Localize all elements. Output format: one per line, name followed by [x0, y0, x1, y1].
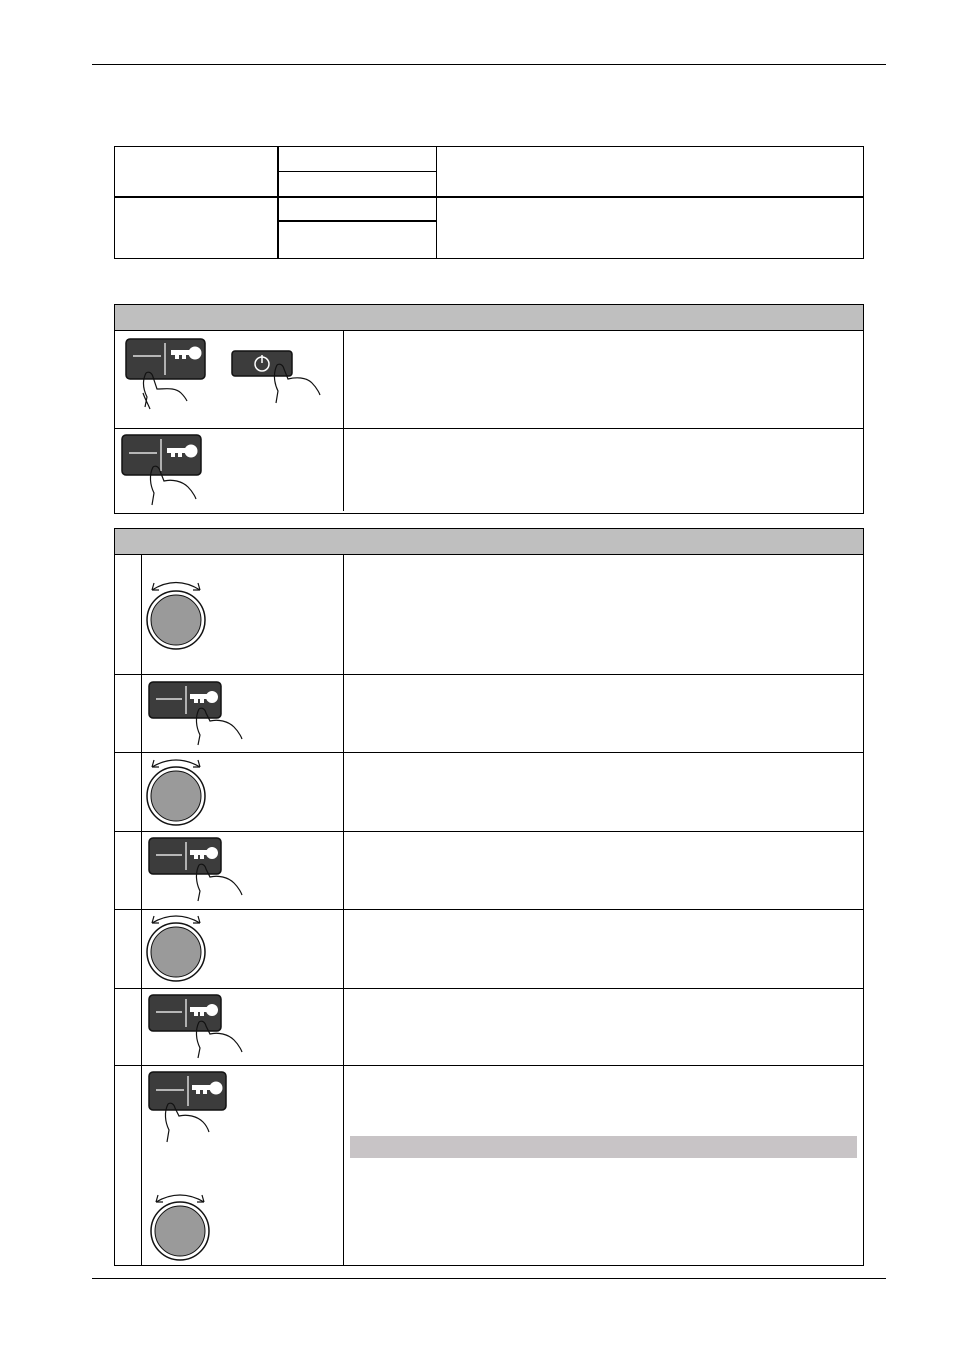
step-number	[115, 1066, 142, 1265]
step-4-description	[344, 832, 863, 909]
step-7-description	[344, 1066, 863, 1265]
spec-row-2-option-1	[278, 197, 437, 221]
section-b-row	[115, 910, 863, 989]
spec-row-1-option-2	[278, 172, 437, 197]
section-b	[114, 528, 864, 1266]
section-b-row	[115, 555, 863, 675]
section-a	[114, 304, 864, 514]
section-b-row	[115, 989, 863, 1066]
spec-row-2-option-2	[278, 221, 437, 259]
section-a-row-1-description	[344, 331, 863, 428]
step-6-description	[344, 989, 863, 1065]
step-1-illustration	[142, 555, 344, 674]
step-number	[115, 989, 142, 1065]
pressing-finger-icon	[142, 832, 344, 910]
pressing-finger-icon	[142, 675, 344, 753]
section-a-header	[115, 305, 863, 331]
section-b-header	[115, 529, 863, 555]
step-3-description	[344, 753, 863, 831]
spec-row-1-label	[115, 147, 278, 197]
section-b-row	[115, 675, 863, 753]
pressing-finger-icon	[115, 331, 344, 429]
section-b-row	[115, 1066, 863, 1265]
section-a-row	[115, 429, 863, 511]
step-3-illustration	[142, 753, 344, 831]
section-b-row	[115, 832, 863, 910]
pressing-finger-icon	[115, 429, 344, 511]
spec-row-2-label	[115, 197, 278, 259]
step-number	[115, 555, 142, 674]
step-2-description	[344, 675, 863, 752]
pressing-finger-icon	[142, 989, 344, 1066]
step-number	[115, 675, 142, 752]
spec-table	[114, 146, 864, 259]
spec-row-1-description	[437, 147, 864, 197]
rotary-knob-icon	[142, 910, 344, 989]
step-6-illustration	[142, 989, 344, 1065]
step-1-description	[344, 555, 863, 674]
step-4-illustration	[142, 832, 344, 909]
rotary-knob-icon	[142, 753, 344, 832]
section-a-row-1-illustration	[115, 331, 344, 428]
step-number	[115, 753, 142, 831]
note-bar	[350, 1136, 857, 1158]
rotary-knob-icon	[142, 555, 344, 675]
header-rule	[92, 64, 886, 65]
step-7-illustration	[142, 1066, 344, 1265]
rotary-knob-icon	[142, 1066, 344, 1265]
footer-rule	[92, 1278, 886, 1279]
step-5-description	[344, 910, 863, 988]
step-number	[115, 832, 142, 909]
section-a-row-2-description	[344, 429, 863, 511]
step-number	[115, 910, 142, 988]
spec-row-2-description	[437, 197, 864, 259]
section-a-row-2-illustration	[115, 429, 344, 511]
spec-row-1-option-1	[278, 147, 437, 172]
section-a-row	[115, 331, 863, 429]
section-b-row	[115, 753, 863, 832]
step-5-illustration	[142, 910, 344, 988]
step-2-illustration	[142, 675, 344, 752]
